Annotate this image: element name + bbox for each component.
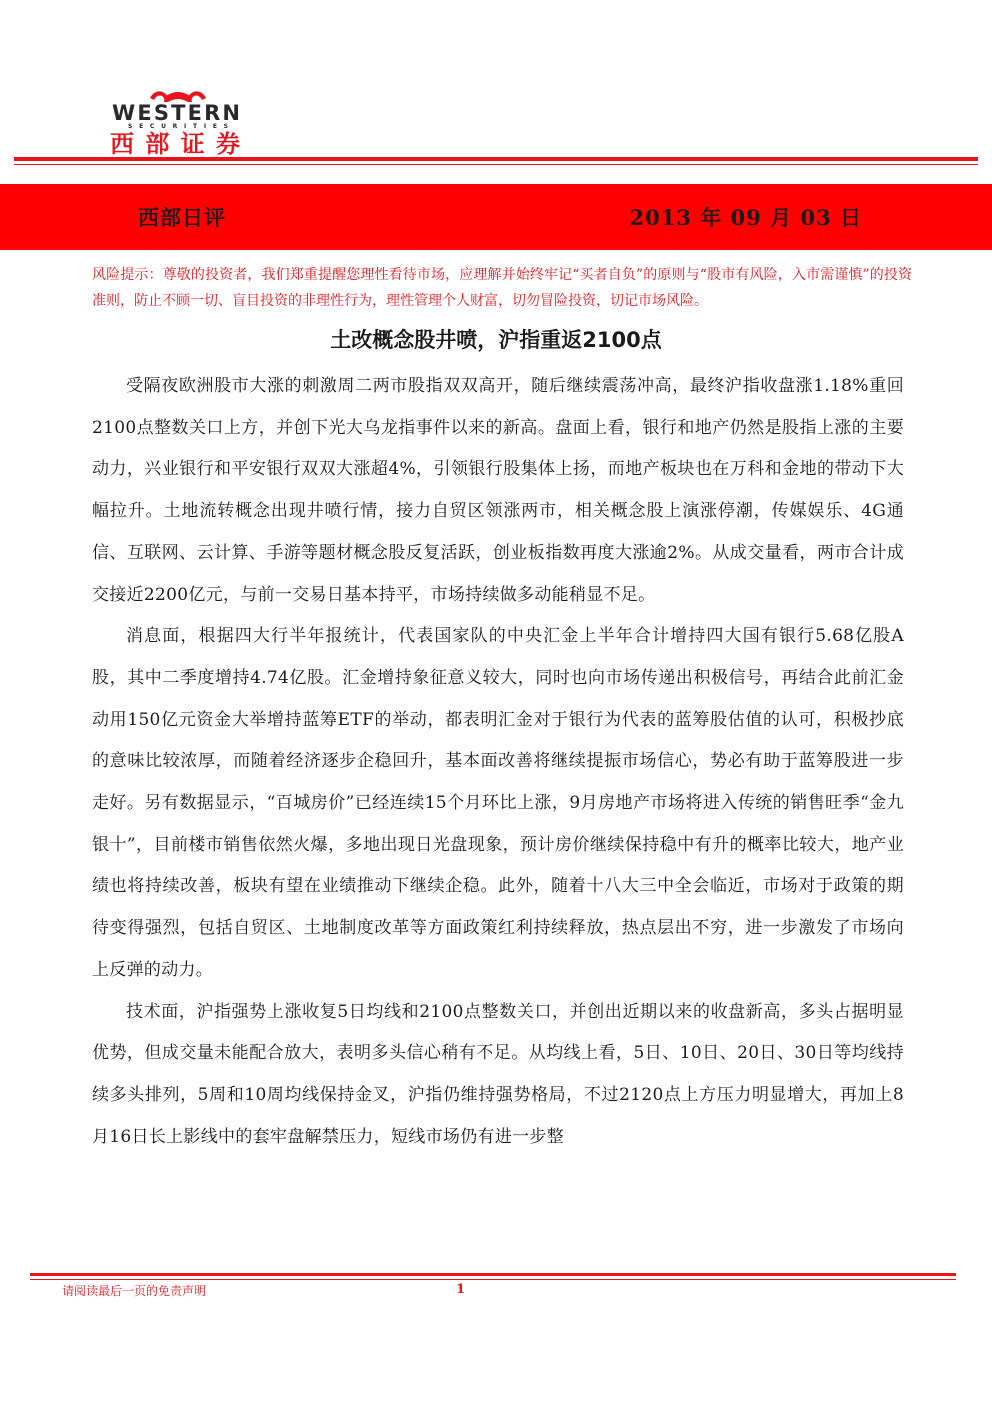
paragraph-news: 消息面，根据四大行半年报统计，代表国家队的中央汇金上半年合计增持四大国有银行5.68亿股A股，其中二季度增持4.74亿股。汇金增持象征意义较大，同时也向市场传递出积极信号，再结合此前汇金动用150亿元资金大举增持蓝筹ETF的举动，都表明汇金对于银行为代表的蓝筹股估值的认可，积极抄底的意味比较浓厚，而随着经济逐步企稳回升，基本面改善将继续提振市场信心，势必有助于蓝筹股进一步走好。另有数据显示，“百城房价”已经连续15个月环比上涨，9月房地产市场将进入传统的销售旺季“金九银十”，目前楼市销售依然火爆，多地出现日光盘现象，预计房价继续保持稳中有升的概率比较大，地产业绩也将持续改善，板块有望在业绩推动下继续企稳。此外，随着十八大三中全会临近，市场对于政策的期待变得强烈，包括自贸区、土地制度改革等方面政策红利持续释放，热点层出不穷，进一步激发了市场向上反弹的动力。 [92, 626, 904, 980]
paragraph-market-summary: 受隔夜欧洲股市大涨的刺激周二两市股指双双高开，随后继续震荡冲高，最终沪指收盘涨1.18%重回2100点整数关口上方，并创下光大乌龙指事件以来的新高。盘面上看，银行和地产仍然是股指上涨的主要动力，兴业银行和平安银行双双大涨超4%，引领银行股集体上扬，而地产板块也在万科和金地的带动下大幅拉升。土地流转概念出现井喷行情，接力自贸区领涨两市，相关概念股上演涨停潮，传媒娱乐、4G通信、互联网、云计算、手游等题材概念股反复活跃，创业板指数再度大涨逾2%。从成交量看，两市合计成交接近2200亿元，与前一交易日基本持平，市场持续做多动能稍显不足。 [92, 376, 904, 605]
western-securities-logo-icon [110, 84, 245, 156]
report-date: 2013 年 09 月 03 日 [629, 205, 862, 230]
svg-text:WESTERN: WESTERN [112, 101, 240, 125]
company-logo [110, 84, 245, 156]
svg-text:西部证券: 西部证券 [110, 130, 240, 156]
footer-rule-thin [30, 1279, 956, 1280]
risk-notice: 风险提示：尊敬的投资者，我们郑重提醒您理性看待市场，应理解并始终牢记“买者自负”的原则与“股市有风险，入市需谨慎”的投资准则，防止不顾一切、盲目投资的非理性行为，理性管理个人财富，切勿冒险投资，切记市场风险。 [92, 267, 912, 309]
page-number: 1 [456, 1282, 466, 1297]
report-series-name: 西部日评 [138, 206, 226, 230]
header-rule-thick [14, 157, 978, 161]
article-title: 土改概念股井喷，沪指重返2100点 [330, 328, 662, 352]
header-rule-thin [14, 164, 978, 165]
footer-rule-thick [30, 1273, 956, 1276]
footer-disclaimer: 请阅读最后一页的免责声明 [62, 1284, 207, 1298]
svg-text:SECURITIES: SECURITIES [128, 123, 228, 130]
report-banner [0, 184, 992, 250]
article-body [92, 366, 904, 1158]
paragraph-technical: 技术面，沪指强势上涨收复5日均线和2100点整数关口，并创出近期以来的收盘新高，多头占据明显优势，但成交量未能配合放大，表明多头信心稍有不足。从均线上看，5日、10日、20日、30日等均线持续多头排列，5周和10周均线保持金叉，沪指仍维持强势格局，不过2120点上方压力明显增大，再加上8月16日长上影线中的套牢盘解禁压力，短线市场仍有进一步整 [92, 1001, 904, 1147]
